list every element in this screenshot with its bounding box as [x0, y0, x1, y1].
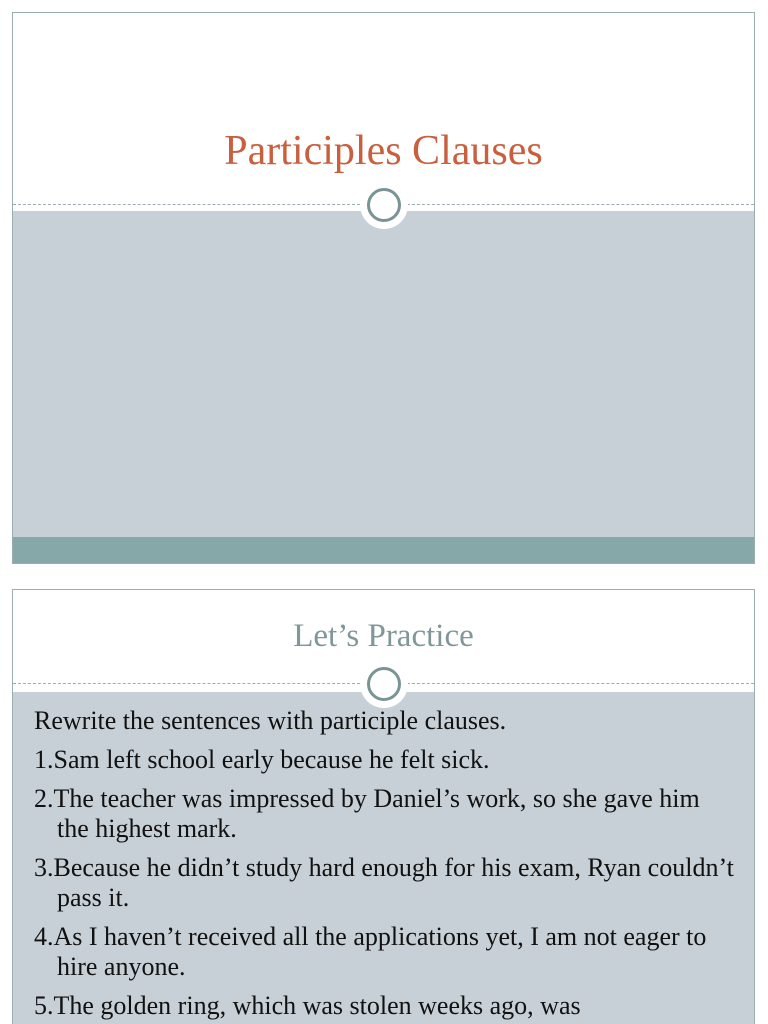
exercise-item-3: 3.Because he didn’t study hard enough for his exam, Ryan couldn’t pass it.	[34, 853, 734, 912]
exercise-item-5: 5.The golden ring, which was stolen weeks ago, was	[34, 991, 581, 1020]
slide-title: Participles Clauses	[224, 128, 543, 174]
footer-band	[13, 537, 754, 564]
exercise-content	[34, 706, 736, 1024]
exercise-item-4: 4.As I haven’t received all the applications yet, I am not eager to hire anyone.	[34, 922, 707, 981]
circle-ornament-icon	[360, 181, 408, 229]
title-header	[13, 13, 754, 205]
slide-body	[13, 211, 754, 537]
circle-ornament-icon	[360, 660, 408, 708]
exercise-instructions: Rewrite the sentences with participle clauses.	[34, 706, 507, 735]
exercise-item-1: 1.Sam left school early because he felt sick.	[34, 745, 490, 774]
exercise-item-2: 2.The teacher was impressed by Daniel’s work, so she gave him the highest mark.	[34, 784, 700, 843]
slide-title: Let’s Practice	[293, 618, 474, 654]
practice-slide	[12, 589, 755, 1024]
title-slide	[12, 12, 755, 564]
